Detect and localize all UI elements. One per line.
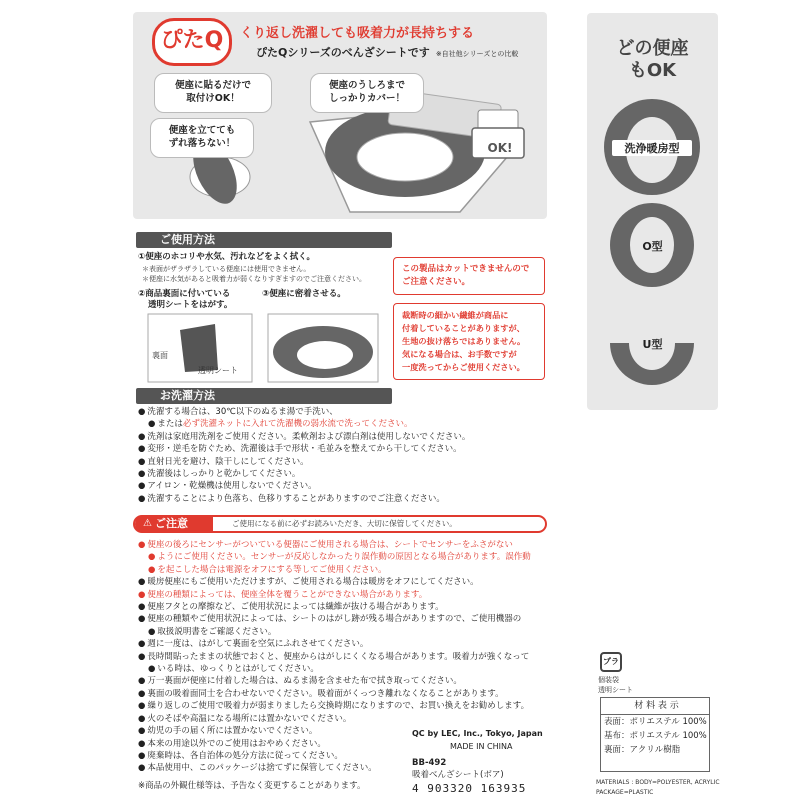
- recycle-l1: 個装袋: [598, 676, 619, 684]
- maker-line1: QC by LEC, Inc., Tokyo, Japan: [412, 729, 543, 738]
- usage-step1: ①便座のホコリや水気、汚れなどをよく拭く。: [138, 252, 316, 262]
- caution-red1c: を起こした場合は電源をオフにする等してご使用ください。: [157, 564, 387, 575]
- maker-line2: MADE IN CHINA: [450, 742, 513, 751]
- caution-item: ● 万一裏面が便座に付着した場合は、ぬるま湯を含ませた布で拭き取ってください。: [138, 675, 531, 687]
- usage-step2b: 透明シートをはがす。: [148, 300, 233, 310]
- bubble-no-slip: 便座を立てても ずれ落ちない！: [150, 118, 254, 158]
- caution-item: ● 便座の種類やご使用状況によっては、シートのはがし跡が残る場合がありますので、ご使用機器の: [138, 613, 531, 625]
- caution-red1b: ようにご使用ください。センサーが反応しなかったり誤作動の原因となる場合があります。誤作動: [157, 552, 531, 563]
- caution-sub: ご使用になる前に必ずお読みいただき、大切に保管してください。: [232, 519, 457, 528]
- hero-tagline: くり返し洗濯しても吸着力が長持ちする: [240, 26, 475, 41]
- wash-item: ● 洗濯することにより色落ち、色移りすることがありますのでご注意ください。: [138, 493, 470, 505]
- panel-title-line1: どの便座: [616, 38, 689, 59]
- materials-box: [600, 697, 710, 772]
- caution-item: ● 本品使用中、このパッケージは捨てずに保管してください。: [138, 762, 531, 774]
- materials-title: 材 料 表 示: [601, 698, 709, 715]
- wash-line1b-red: 必ず洗濯ネットに入れて洗濯機の弱水流で洗ってください。: [182, 419, 413, 430]
- wash-item: ● 洗剤は家庭用洗剤をご使用ください。柔軟剤および漂白剤は使用しないでください。: [138, 431, 470, 443]
- caution-item: ● 週に一度は、はがして裏面を空気にふれさせてください。: [138, 638, 531, 650]
- caution-item: ● 廃棄時は、各自治体の処分方法に従ってください。: [138, 750, 531, 762]
- usage-step3: ③便座に密着させる。: [262, 289, 346, 299]
- materials-row: 裏面：アクリル樹脂: [604, 745, 681, 755]
- usage-step1-note1: ＊表面がザラザラしている便座には使用できません。: [142, 265, 311, 273]
- materials-en1: MATERIALS : BODY=POLYESTER, ACRYLIC: [596, 779, 720, 786]
- caution-item-red: ● 便座の後ろにセンサーがついている便器にご使用される場合は、シートでセンサーをふさがない: [138, 539, 531, 551]
- caution-item: ● 本来の用途以外でのご使用はおやめください。: [138, 738, 531, 750]
- materials-en2: PACKAGE=PLASTIC: [596, 789, 654, 796]
- usage-step1-note2: ＊便座に水気があると吸着力が弱くなりすぎますのでご注意ください。: [142, 275, 366, 283]
- product-name: 吸着べんざシート(ボア): [412, 770, 504, 780]
- wash-item: ● 洗濯する場合は、30℃以下のぬるま湯で手洗い、: [138, 406, 470, 418]
- usage-step2: ②商品裏面に付いている: [138, 289, 231, 299]
- hero-subline: [256, 44, 518, 60]
- caution-item: ● 便座フタとの摩擦など、ご使用状況によっては繊維が抜ける場合があります。: [138, 601, 531, 613]
- ok-label: OK!: [487, 141, 513, 155]
- caution-item-red-cont: [138, 551, 531, 563]
- product-code: BB-492: [412, 758, 447, 768]
- wash-item: ● アイロン・乾燥機は使用しないでください。: [138, 480, 470, 492]
- brand-logo: ぴたQ: [152, 18, 232, 66]
- label-back: 裏面: [152, 351, 168, 360]
- wash-item: ● 洗濯後はしっかりと乾かしてください。: [138, 468, 470, 480]
- note-no-cut: この製品はカットできませんので ご注意ください。: [393, 257, 545, 295]
- seat-label-u: U型: [642, 338, 663, 351]
- wash-item: ● 変形・逆毛を防ぐため、洗濯後は手で形状・毛並みを整えてから干してください。: [138, 443, 470, 455]
- label-sheet: 透明シート: [198, 366, 238, 375]
- note-fiber: 裁断時の細かい繊維が商品に 付着していることがありますが、 生地の抜け落ちではありません。 気になる場合は、お手数ですが 一度洗ってからご使用ください。: [393, 303, 545, 380]
- caution-item: ● 裏面の吸着面同士を合わせないでください。吸着面がくっつき離れなくなることがあります。: [138, 688, 531, 700]
- wash-list: [138, 406, 470, 505]
- caution-item: ● 長時間貼ったままの状態でおくと、便座からはがしにくくなる場合があります。吸着力が強くなって: [138, 651, 531, 663]
- caution-item: ● 繰り返しのご使用で吸着力が弱まりましたら交換時期になりますので、お買い換えをお勧めします。: [138, 700, 531, 712]
- caution-item: ● 便座の種類によっては、便座全体を覆うことができない場合があります。: [138, 589, 531, 601]
- caution-item: ● 幼児の手の届く所には置かないでください。: [138, 725, 531, 737]
- caution-last: ※商品の外観仕様等は、予告なく変更することがあります。: [138, 781, 366, 791]
- caution-item-red-cont: [138, 564, 531, 576]
- hero-subline-text: ぴたQシリーズのべんざシートです: [256, 46, 430, 59]
- caution-item-cont: [138, 626, 531, 638]
- bubble-full-cover: 便座のうしろまで しっかりカバー！: [310, 73, 424, 113]
- caution-header-text: ご注意: [155, 517, 188, 530]
- wash-item: ● 直射日光を避け、陰干しにしてください。: [138, 456, 470, 468]
- recycle-pla-icon: プラ: [600, 652, 622, 672]
- wash-line1b-pre: または: [157, 419, 183, 430]
- seat-label-heated: 洗浄暖房型: [612, 140, 692, 156]
- caution-item7: いる時は、ゆっくりとはがしてください。: [157, 664, 319, 675]
- recycle-l2: 透明シート: [598, 686, 633, 694]
- materials-row: 基布：ポリエステル 100%: [604, 731, 707, 741]
- materials-row: 表面：ポリエステル 100%: [604, 717, 707, 727]
- caution-item4: 取扱説明書をご確認ください。: [157, 626, 277, 637]
- wash-item: [138, 418, 470, 430]
- caution-item: ● 火のそばや高温になる場所には置かないでください。: [138, 713, 531, 725]
- caution-item-cont: [138, 663, 531, 675]
- usage-header: ご使用方法: [136, 232, 392, 248]
- usage-illustration: [140, 310, 380, 385]
- warning-icon: ⚠: [143, 518, 152, 529]
- panel-title: [587, 38, 718, 82]
- bubble-easy-attach: 便座に貼るだけで 取付けOK！: [154, 73, 272, 113]
- seat-label-o: O型: [642, 240, 663, 253]
- hero-subnote: ※自社他シリーズとの比較: [435, 50, 519, 58]
- caution-item: ● 暖房便座にもご使用いただけますが、ご使用される場合は暖房をオフにしてください。: [138, 576, 531, 588]
- barcode-number: 4 903320 163935: [412, 782, 527, 795]
- wash-header: お洗濯方法: [136, 388, 392, 404]
- panel-title-line2: もOK: [628, 60, 677, 81]
